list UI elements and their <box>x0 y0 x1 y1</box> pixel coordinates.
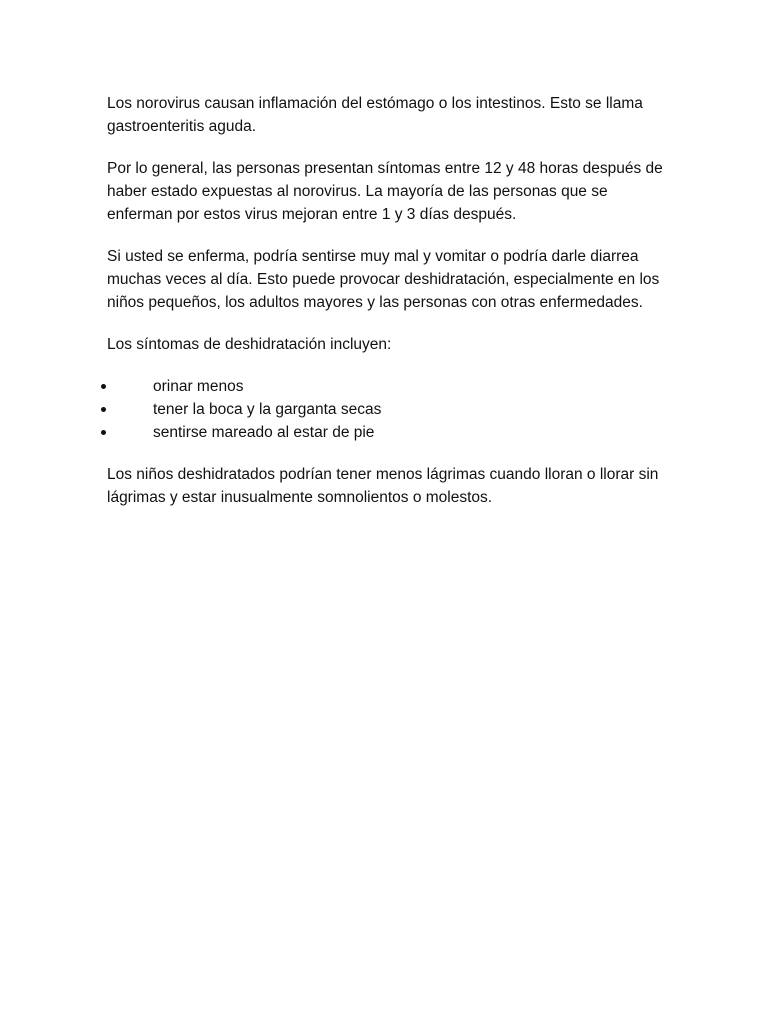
list-item-text: orinar menos <box>153 378 244 395</box>
paragraph-symptoms: Si usted se enferma, podría sentirse muy mal y vomitar o podría darle diarrea muchas veces al día. Esto puede provocar deshidratación, especialmente en los niños pequeños, los adultos mayores y las personas con otras enfermedades. <box>107 248 660 311</box>
list-item <box>107 375 667 398</box>
list-item-text: sentirse mareado al estar de pie <box>153 424 375 441</box>
paragraph-dehydration-intro: Los síntomas de deshidratación incluyen: <box>107 336 392 353</box>
paragraph-children: Los niños deshidratados podrían tener menos lágrimas cuando lloran o llorar sin lágrimas y estar inusualmente somnolientos o molestos. <box>107 466 659 506</box>
bullet-icon <box>101 407 106 412</box>
list-item <box>107 421 667 444</box>
bullet-icon <box>101 384 106 389</box>
paragraph-intro: Los norovirus causan inflamación del estómago o los intestinos. Esto se llama gastroenteritis aguda. <box>107 95 643 135</box>
paragraph-onset: Por lo general, las personas presentan síntomas entre 12 y 48 horas después de haber estado expuestas al norovirus. La mayoría de las personas que se enferman por estos virus mejoran entre 1 y 3 días después. <box>107 160 663 223</box>
bullet-icon <box>101 430 106 435</box>
list-item-text: tener la boca y la garganta secas <box>153 401 382 418</box>
list-item <box>107 398 667 421</box>
document-body <box>107 92 667 528</box>
dehydration-symptoms-list <box>107 375 667 444</box>
